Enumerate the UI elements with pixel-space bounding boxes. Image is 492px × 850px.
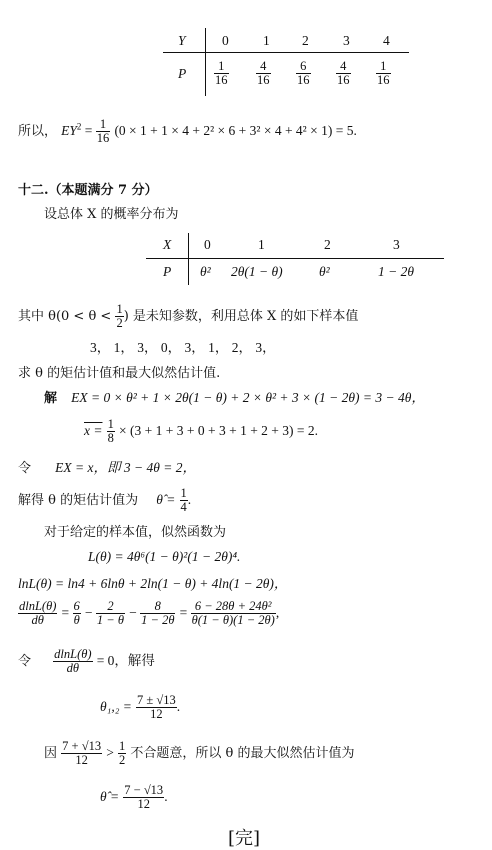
xbar-line: [84, 418, 318, 445]
theta12-line: θ₁,₂ = $\frac{7 \pm √13}{12}$ .: [100, 693, 181, 721]
solution-ex-line: [44, 390, 425, 407]
table-x-prob-label: P: [163, 264, 172, 279]
ey2-lhs: EY: [61, 123, 77, 138]
set-equal-line: [18, 460, 196, 477]
table-x-prob: θ²: [200, 264, 211, 279]
ey2-body: (0 × 1 + 1 × 4 + 2² × 6 + 3² × 4 + 4² × 1) = 5.: [114, 123, 357, 138]
half-fraction: $\frac{1}{2}$: [118, 739, 126, 767]
compare-text: 不合题意，所以 θ 的最大似然估计值为: [130, 746, 355, 761]
moment-fraction: $\frac{1}{4}$: [180, 486, 187, 514]
table-y-divider: [163, 52, 409, 53]
mle-lhs: θ̂ =: [100, 789, 120, 804]
table-y-header-label: Y: [178, 33, 186, 48]
xbar-lhs: x =: [84, 423, 103, 438]
compare-line: [44, 740, 354, 767]
condition-fraction: $\frac{1}{2}$: [116, 302, 123, 330]
likelihood-function: L(θ) = 4θ⁶(1 − θ)²(1 − 2θ)⁴.: [88, 549, 241, 564]
table-y-value: 2: [302, 33, 309, 48]
question-text: 求 θ 的矩估计值和最大似然估计值.: [18, 366, 221, 381]
derivative-lhs: $\frac{dlnL(\theta)}{d\theta}$: [19, 599, 57, 627]
yin-label: 因: [44, 746, 58, 761]
derivative-term: $\frac{6}{\theta}$: [73, 599, 80, 627]
solution-label: 解: [44, 391, 58, 406]
ex-equation: EX = x，即 3 − 4θ = 2，: [55, 460, 196, 475]
table-y-value: 3: [343, 33, 350, 48]
table-y-value: 0: [222, 33, 229, 48]
derivative-term: $\frac{8}{1 - 2\theta}$: [141, 599, 175, 627]
table-y-prob-label: P: [178, 66, 187, 81]
table-y-vline: [205, 28, 206, 96]
compare-sign: >: [106, 745, 114, 760]
table-x-prob: 1 − 2θ: [378, 264, 414, 279]
table-y-value: 1: [263, 33, 270, 48]
section-heading: 十二.（本题满分 7 分）: [18, 183, 158, 198]
likelihood-intro: 对于给定的样本值，似然函数为: [44, 525, 227, 540]
theta12-lhs: θ₁,₂ =: [100, 699, 132, 714]
ling-label: 令: [18, 654, 32, 669]
derivative-term: $\frac{2}{1 - \theta}$: [96, 599, 124, 627]
theta12-fraction: $\frac{7 \pm √13}{12}$: [137, 693, 176, 721]
zero-line: [18, 648, 155, 675]
sample-values: 3， 1， 3， 0， 3， 1， 2， 3，: [90, 340, 276, 355]
table-y-prob: $\frac{6}{16}$: [297, 59, 310, 87]
condition-start: 其中 θ(0 < θ <: [18, 309, 112, 324]
table-x-header-label: X: [163, 237, 172, 252]
table-x-value: 1: [258, 237, 265, 252]
table-x-vline: [188, 233, 189, 285]
table-y-value: 4: [383, 33, 390, 48]
end-mark: [完]: [228, 828, 261, 849]
ey2-prefix: 所以，: [18, 124, 58, 139]
moment-text: 解得 θ 的矩估计值为: [18, 493, 139, 508]
xbar-fraction: $\frac{1}{8}$: [107, 417, 114, 445]
log-likelihood: lnL(θ) = ln4 + 6lnθ + 2ln(1 − θ) + 4ln(1 − 2θ)，: [18, 576, 288, 591]
table-x-value: 0: [204, 237, 211, 252]
table-x-value: 3: [393, 237, 400, 252]
table-x-prob: 2θ(1 − θ): [231, 264, 283, 279]
table-y-prob: $\frac{4}{16}$: [257, 59, 270, 87]
table-y-prob: $\frac{1}{16}$: [377, 59, 390, 87]
mle-line: θ̂ = $\frac{7 - √13}{12}$ .: [100, 783, 168, 811]
table-y-prob: $\frac{1}{16}$: [215, 59, 228, 87]
zero-fraction: $\frac{dlnL(\theta)}{d\theta}$: [54, 647, 92, 675]
ey2-fraction: $\frac{1}{16}$: [96, 117, 110, 145]
compare-fraction: $\frac{7 + √13}{12}$: [62, 739, 102, 767]
derivative-rhs: $\frac{\text{6 − 28θ + 24θ²}}{\theta(1 - \theta)(1 - 2\theta)}$: [191, 599, 275, 627]
condition-end: ) 是未知参数，利用总体 X 的如下样本值: [123, 309, 359, 324]
moment-lhs: θ̂ =: [156, 492, 176, 507]
ling-label: 令: [18, 461, 32, 476]
condition-line: [18, 303, 358, 330]
table-y-prob: $\frac{4}{16}$: [337, 59, 350, 87]
table-x-prob: θ²: [319, 264, 330, 279]
derivative-line: $\frac{dlnL(\theta)}{d\theta}$ = $\frac{6}{\theta}$ − $\frac{2}{1 - \theta}$ − $\frac{8}{1 - 2\theta}$ = $\frac{\text{6 − 28θ + 24θ²}}{\theta(1 - \theta)(1 - 2\theta)}$ ,: [19, 599, 280, 627]
mle-fraction: $\frac{7 - √13}{12}$: [124, 783, 164, 811]
zero-text: = 0，解得: [96, 653, 155, 668]
section-intro: 设总体 X 的概率分布为: [44, 207, 179, 222]
table-x-value: 2: [324, 237, 331, 252]
table-x-divider: [146, 258, 444, 259]
moment-estimate-line: 解得 θ 的矩估计值为 θ̂ = $\frac{1}{4}$ .: [18, 486, 192, 514]
ey2-line: 所以， $EY^2$ = $\frac{1}{16}$ (0 × 1 + 1 × 4 + 2² × 6 + 3² × 4 + 4² × 1) = 5.: [18, 117, 357, 145]
ex-expression: EX = 0 × θ² + 1 × 2θ(1 − θ) + 2 × θ² + 3 × (1 − 2θ) = 3 − 4θ，: [71, 390, 425, 405]
xbar-rhs: × (3 + 1 + 3 + 0 + 3 + 1 + 2 + 3) = 2.: [119, 423, 319, 438]
